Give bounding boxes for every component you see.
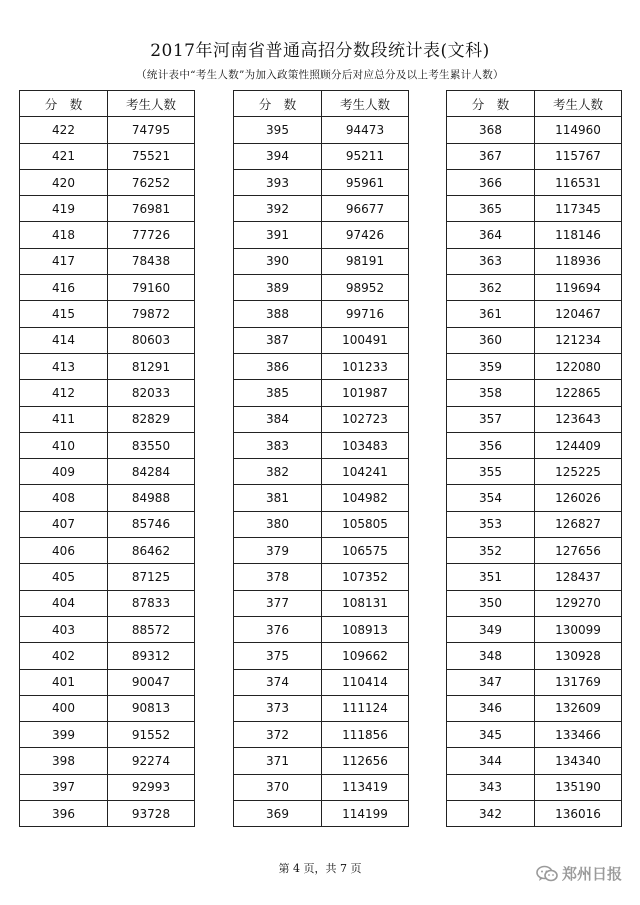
table-row — [447, 590, 622, 616]
count-cell: 83550 — [108, 432, 195, 458]
table-row — [447, 275, 622, 301]
table-row — [234, 196, 409, 222]
table-row — [20, 248, 195, 274]
table-row — [447, 722, 622, 748]
score-cell: 352 — [447, 538, 535, 564]
header-score: 分 数 — [20, 91, 108, 117]
header-count: 考生人数 — [535, 91, 622, 117]
count-cell: 82033 — [108, 380, 195, 406]
table-row — [20, 275, 195, 301]
table-row — [20, 301, 195, 327]
table-row — [447, 801, 622, 827]
table-row — [234, 459, 409, 485]
table-row — [234, 590, 409, 616]
count-cell: 134340 — [535, 748, 622, 774]
count-cell: 74795 — [108, 117, 195, 143]
score-cell: 360 — [447, 327, 535, 353]
table-row — [234, 511, 409, 537]
score-cell: 390 — [234, 248, 322, 274]
count-cell: 91552 — [108, 722, 195, 748]
table-row — [20, 748, 195, 774]
count-cell: 126026 — [535, 485, 622, 511]
score-cell: 382 — [234, 459, 322, 485]
table-row — [20, 485, 195, 511]
table-row — [20, 459, 195, 485]
score-cell: 372 — [234, 722, 322, 748]
table-row — [234, 616, 409, 642]
page-subtitle: （统计表中“考生人数”为加入政策性照顾分后对应总分及以上考生累计人数） — [136, 69, 504, 81]
score-cell: 392 — [234, 196, 322, 222]
watermark — [536, 863, 622, 884]
score-cell: 348 — [447, 643, 535, 669]
score-cell: 394 — [234, 143, 322, 169]
score-cell: 366 — [447, 169, 535, 195]
count-cell: 111856 — [322, 722, 409, 748]
count-cell: 97426 — [322, 222, 409, 248]
page-title: 2017年河南省普通高招分数段统计表(文科) — [150, 41, 490, 61]
score-cell: 358 — [447, 380, 535, 406]
count-cell: 104982 — [322, 485, 409, 511]
score-cell: 386 — [234, 353, 322, 379]
score-cell: 351 — [447, 564, 535, 590]
score-cell: 400 — [20, 695, 108, 721]
table-row — [234, 275, 409, 301]
table-row — [447, 117, 622, 143]
count-cell: 104241 — [322, 459, 409, 485]
table-row — [234, 143, 409, 169]
table-row — [234, 301, 409, 327]
watermark-text: 郑州日报 — [561, 865, 622, 883]
score-cell: 368 — [447, 117, 535, 143]
table-row — [20, 616, 195, 642]
score-cell: 407 — [20, 511, 108, 537]
table-row — [20, 511, 195, 537]
score-cell: 356 — [447, 432, 535, 458]
count-cell: 118146 — [535, 222, 622, 248]
score-cell: 378 — [234, 564, 322, 590]
table-row — [234, 222, 409, 248]
count-cell: 110414 — [322, 669, 409, 695]
count-cell: 87833 — [108, 590, 195, 616]
table-row — [234, 669, 409, 695]
count-cell: 103483 — [322, 432, 409, 458]
table-row — [20, 196, 195, 222]
header-score: 分 数 — [234, 91, 322, 117]
score-cell: 414 — [20, 327, 108, 353]
table-header-row — [234, 91, 409, 117]
count-cell: 118936 — [535, 248, 622, 274]
table-row — [447, 564, 622, 590]
score-cell: 344 — [447, 748, 535, 774]
page-footer: 第 4 页，共 7 页 — [278, 862, 362, 875]
table-row — [447, 327, 622, 353]
score-cell: 369 — [234, 801, 322, 827]
score-cell: 401 — [20, 669, 108, 695]
score-cell: 353 — [447, 511, 535, 537]
score-cell: 343 — [447, 774, 535, 800]
table-row — [234, 774, 409, 800]
score-cell: 375 — [234, 643, 322, 669]
score-cell: 418 — [20, 222, 108, 248]
score-cell: 422 — [20, 117, 108, 143]
count-cell: 90813 — [108, 695, 195, 721]
count-cell: 84284 — [108, 459, 195, 485]
count-cell: 108131 — [322, 590, 409, 616]
count-cell: 111124 — [322, 695, 409, 721]
table-row — [234, 801, 409, 827]
score-cell: 409 — [20, 459, 108, 485]
score-cell: 389 — [234, 275, 322, 301]
count-cell: 85746 — [108, 511, 195, 537]
count-cell: 101987 — [322, 380, 409, 406]
count-cell: 116531 — [535, 169, 622, 195]
table-row — [234, 564, 409, 590]
count-cell: 109662 — [322, 643, 409, 669]
score-cell: 411 — [20, 406, 108, 432]
table-row — [20, 538, 195, 564]
count-cell: 135190 — [535, 774, 622, 800]
table-row — [447, 248, 622, 274]
score-cell: 365 — [447, 196, 535, 222]
table-row — [234, 327, 409, 353]
table-row — [234, 432, 409, 458]
table-row — [234, 406, 409, 432]
header-count: 考生人数 — [322, 91, 409, 117]
score-cell: 399 — [20, 722, 108, 748]
score-cell: 387 — [234, 327, 322, 353]
score-cell: 420 — [20, 169, 108, 195]
score-cell: 396 — [20, 801, 108, 827]
count-cell: 84988 — [108, 485, 195, 511]
table-row — [20, 432, 195, 458]
count-cell: 105805 — [322, 511, 409, 537]
table-header-row — [20, 91, 195, 117]
count-cell: 102723 — [322, 406, 409, 432]
table-row — [20, 695, 195, 721]
score-cell: 361 — [447, 301, 535, 327]
count-cell: 124409 — [535, 432, 622, 458]
score-cell: 370 — [234, 774, 322, 800]
score-cell: 395 — [234, 117, 322, 143]
score-cell: 346 — [447, 695, 535, 721]
table-row — [447, 143, 622, 169]
score-cell: 405 — [20, 564, 108, 590]
count-cell: 96677 — [322, 196, 409, 222]
count-cell: 125225 — [535, 459, 622, 485]
table-row — [447, 538, 622, 564]
score-cell: 402 — [20, 643, 108, 669]
table-row — [20, 222, 195, 248]
table-header-row — [447, 91, 622, 117]
table-row — [234, 722, 409, 748]
table-row — [20, 564, 195, 590]
score-cell: 355 — [447, 459, 535, 485]
table-row — [447, 380, 622, 406]
score-cell: 342 — [447, 801, 535, 827]
score-cell: 349 — [447, 616, 535, 642]
table-row — [447, 616, 622, 642]
table-row — [447, 748, 622, 774]
table-row — [447, 432, 622, 458]
score-table-3 — [446, 90, 622, 827]
score-cell: 403 — [20, 616, 108, 642]
count-cell: 100491 — [322, 327, 409, 353]
table-row — [447, 695, 622, 721]
score-cell: 385 — [234, 380, 322, 406]
score-cell: 415 — [20, 301, 108, 327]
table-row — [234, 485, 409, 511]
score-cell: 345 — [447, 722, 535, 748]
count-cell: 75521 — [108, 143, 195, 169]
table-row — [234, 748, 409, 774]
score-cell: 416 — [20, 275, 108, 301]
count-cell: 87125 — [108, 564, 195, 590]
count-cell: 86462 — [108, 538, 195, 564]
count-cell: 99716 — [322, 301, 409, 327]
score-cell: 398 — [20, 748, 108, 774]
count-cell: 120467 — [535, 301, 622, 327]
count-cell: 113419 — [322, 774, 409, 800]
score-cell: 380 — [234, 511, 322, 537]
score-cell: 357 — [447, 406, 535, 432]
count-cell: 92274 — [108, 748, 195, 774]
count-cell: 131769 — [535, 669, 622, 695]
score-cell: 413 — [20, 353, 108, 379]
table-row — [20, 669, 195, 695]
count-cell: 77726 — [108, 222, 195, 248]
score-cell: 347 — [447, 669, 535, 695]
count-cell: 80603 — [108, 327, 195, 353]
count-cell: 101233 — [322, 353, 409, 379]
score-table-1 — [19, 90, 195, 827]
score-cell: 371 — [234, 748, 322, 774]
count-cell: 130928 — [535, 643, 622, 669]
table-row — [447, 511, 622, 537]
score-cell: 373 — [234, 695, 322, 721]
count-cell: 106575 — [322, 538, 409, 564]
table-row — [20, 380, 195, 406]
count-cell: 128437 — [535, 564, 622, 590]
header-score: 分 数 — [447, 91, 535, 117]
score-cell: 391 — [234, 222, 322, 248]
table-row — [234, 380, 409, 406]
count-cell: 133466 — [535, 722, 622, 748]
table-row — [20, 722, 195, 748]
table-row — [234, 169, 409, 195]
count-cell: 81291 — [108, 353, 195, 379]
count-cell: 117345 — [535, 196, 622, 222]
table-row — [20, 590, 195, 616]
table-row — [447, 485, 622, 511]
count-cell: 114960 — [535, 117, 622, 143]
count-cell: 126827 — [535, 511, 622, 537]
score-table-2 — [233, 90, 409, 827]
count-cell: 95961 — [322, 169, 409, 195]
table-row — [20, 353, 195, 379]
score-cell: 406 — [20, 538, 108, 564]
table-row — [447, 643, 622, 669]
score-cell: 367 — [447, 143, 535, 169]
count-cell: 130099 — [535, 616, 622, 642]
score-cell: 354 — [447, 485, 535, 511]
score-cell: 377 — [234, 590, 322, 616]
count-cell: 92993 — [108, 774, 195, 800]
count-cell: 93728 — [108, 801, 195, 827]
count-cell: 129270 — [535, 590, 622, 616]
table-row — [20, 406, 195, 432]
score-cell: 364 — [447, 222, 535, 248]
count-cell: 112656 — [322, 748, 409, 774]
score-cell: 412 — [20, 380, 108, 406]
table-row — [20, 117, 195, 143]
count-cell: 108913 — [322, 616, 409, 642]
count-cell: 115767 — [535, 143, 622, 169]
table-row — [447, 459, 622, 485]
count-cell: 79872 — [108, 301, 195, 327]
score-cell: 381 — [234, 485, 322, 511]
count-cell: 98191 — [322, 248, 409, 274]
table-row — [447, 774, 622, 800]
score-cell: 376 — [234, 616, 322, 642]
count-cell: 78438 — [108, 248, 195, 274]
score-cell: 363 — [447, 248, 535, 274]
count-cell: 98952 — [322, 275, 409, 301]
wechat-bubble-icon — [536, 865, 558, 883]
table-row — [447, 169, 622, 195]
count-cell: 123643 — [535, 406, 622, 432]
table-row — [20, 143, 195, 169]
count-cell: 121234 — [535, 327, 622, 353]
table-row — [447, 301, 622, 327]
table-row — [234, 538, 409, 564]
count-cell: 132609 — [535, 695, 622, 721]
score-cell: 383 — [234, 432, 322, 458]
count-cell: 76981 — [108, 196, 195, 222]
score-cell: 408 — [20, 485, 108, 511]
header-count: 考生人数 — [108, 91, 195, 117]
score-cell: 421 — [20, 143, 108, 169]
table-row — [447, 353, 622, 379]
table-row — [447, 669, 622, 695]
score-cell: 362 — [447, 275, 535, 301]
table-row — [234, 353, 409, 379]
table-row — [20, 169, 195, 195]
score-cell: 374 — [234, 669, 322, 695]
score-cell: 388 — [234, 301, 322, 327]
count-cell: 119694 — [535, 275, 622, 301]
count-cell: 82829 — [108, 406, 195, 432]
count-cell: 79160 — [108, 275, 195, 301]
count-cell: 89312 — [108, 643, 195, 669]
table-row — [447, 222, 622, 248]
count-cell: 136016 — [535, 801, 622, 827]
count-cell: 107352 — [322, 564, 409, 590]
table-row — [20, 801, 195, 827]
table-row — [447, 406, 622, 432]
score-cell: 384 — [234, 406, 322, 432]
count-cell: 95211 — [322, 143, 409, 169]
score-cell: 419 — [20, 196, 108, 222]
count-cell: 94473 — [322, 117, 409, 143]
table-row — [447, 196, 622, 222]
table-row — [20, 643, 195, 669]
table-row — [234, 117, 409, 143]
score-cell: 393 — [234, 169, 322, 195]
table-row — [20, 774, 195, 800]
score-cell: 350 — [447, 590, 535, 616]
score-cell: 397 — [20, 774, 108, 800]
table-row — [234, 643, 409, 669]
count-cell: 88572 — [108, 616, 195, 642]
table-row — [234, 695, 409, 721]
count-cell: 76252 — [108, 169, 195, 195]
score-cell: 410 — [20, 432, 108, 458]
count-cell: 127656 — [535, 538, 622, 564]
count-cell: 122080 — [535, 353, 622, 379]
table-row — [234, 248, 409, 274]
count-cell: 90047 — [108, 669, 195, 695]
table-row — [20, 327, 195, 353]
count-cell: 122865 — [535, 380, 622, 406]
score-cell: 417 — [20, 248, 108, 274]
count-cell: 114199 — [322, 801, 409, 827]
score-cell: 404 — [20, 590, 108, 616]
score-cell: 359 — [447, 353, 535, 379]
score-cell: 379 — [234, 538, 322, 564]
